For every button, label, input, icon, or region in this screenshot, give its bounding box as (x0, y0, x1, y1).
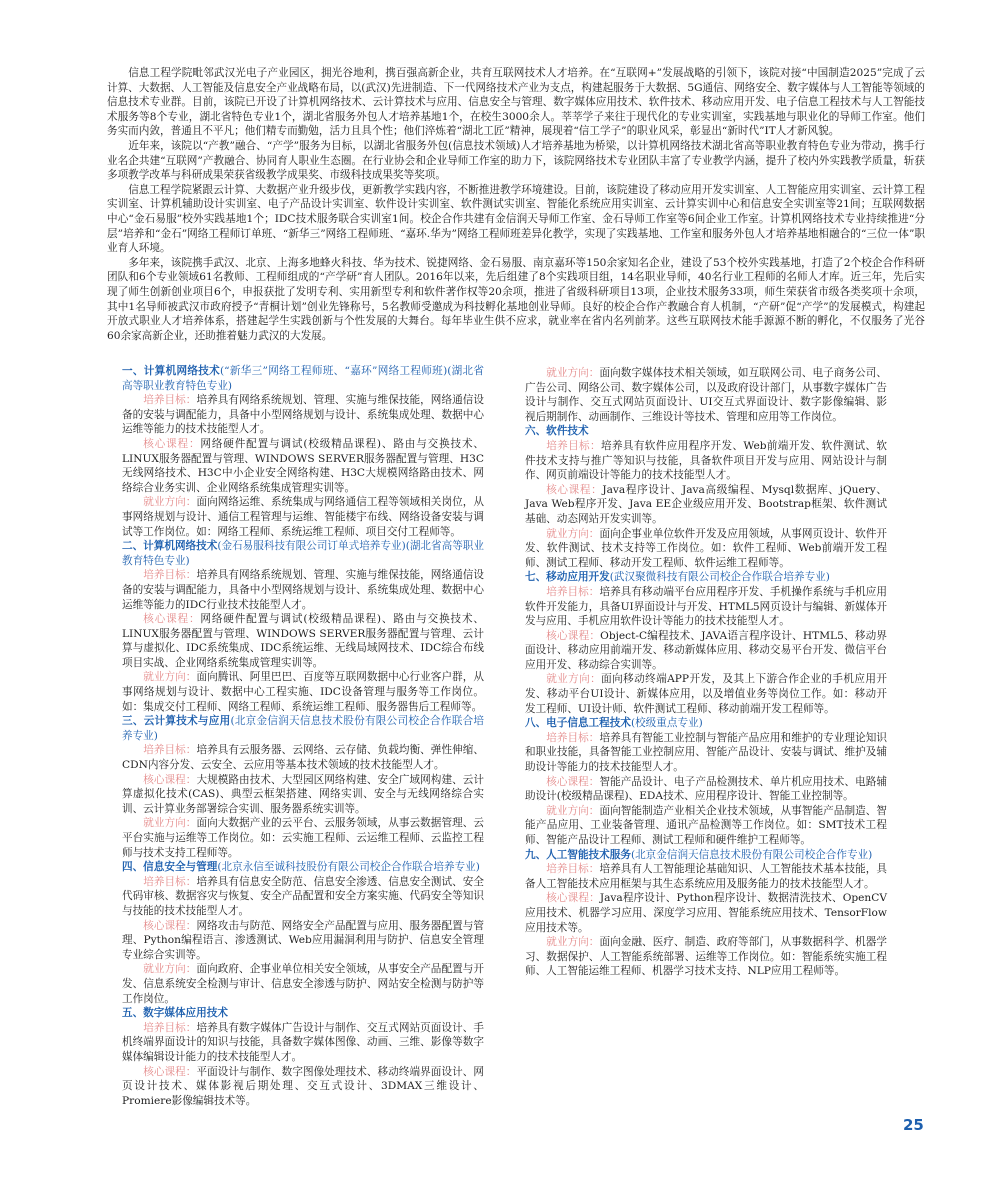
paragraph-text: 网络硬件配置与调试(校级精品课程)、路由与交换技术、LINUX服务器配置与管理、WINDOWS SERVER服务器配置与管理、云计算与虚拟化、IDC系统集成、IDC系统运维、无线局域网技术、IDC综合布线项目实战、企业网络系统集成管理实训等。 (122, 613, 485, 669)
section-paragraph (122, 437, 484, 495)
paragraph-text: 面向网络运维、系统集成与网络通信工程等领域相关岗位，从事网络规划与设计、通信工程管理与运维、智能楼宇布线、网络设备安装与调试等工作岗位。如：网络工程师、系统运维工程师、项目交付工程师等。 (122, 496, 485, 538)
section-heading (525, 424, 887, 439)
section-heading (122, 714, 484, 743)
paragraph-label: 就业方向： (546, 673, 602, 686)
paragraph-label: 核心课程： (546, 483, 603, 496)
paragraph-text: 面向智能制造产业相关企业技术领域，从事智能产品制造、智能产品应用、工业装备管理、通讯产品检测等工作岗位。如：SMT技术工程师、智能产品设计工程师、测试工程师和硬件维护工程师等。 (525, 804, 888, 846)
section-paragraph (525, 804, 887, 848)
paragraph-label: 培养目标： (143, 1021, 197, 1034)
section-note: (金石易服科技有限公司订单式培养专业)(湖北省高等职业教育特色专业) (122, 540, 484, 567)
paragraph-label: 培养目标： (143, 875, 197, 888)
paragraph-label: 核心课程： (546, 775, 600, 788)
paragraph-text: Object-C编程技术、JAVA语言程序设计、HTML5、移动界面设计、移动应用前端开发、移动新媒体应用、移动交易平台开发、微信平台应用开发、移动综合实训等。 (525, 629, 887, 671)
paragraph-text: 面向大数据产业的云平台、云服务领域，从事云数据管理、云平台实施与运维等工作岗位。如：云实施工程师、云运维工程师、云监控工程师与技术支持工程师等。 (122, 817, 485, 859)
paragraph-text: 面向腾讯、阿里巴巴、百度等互联网数据中心行业客户群，从事网络规划与设计、数据中心工程实施、IDC设备管理与服务等工作岗位。如：集成交付工程师、网络工程师、系统运维工程师、服务器售后工程师等。 (122, 671, 485, 713)
paragraph-text: 面向政府、企事业单位相关安全领域，从事安全产品配置与开发、信息系统安全检测与审计、信息安全渗透与防护、网站安全检测与防护等工作岗位。 (122, 963, 485, 1005)
paragraph-text: 培养具有数字媒体广告设计与制作、交互式网站页面设计、手机终端界面设计的知识与技能，具备数字媒体图像、动画、三维、影像等数字媒体编辑设计能力的技术技能型人才。 (122, 1021, 485, 1063)
paragraph-text: 面向金融、医疗、制造、政府等部门，从事数据科学、机器学习、数据保护、人工智能系统部署、运维等工作岗位。如：智能系统实施工程师、人工智能运维工程师、机器学习技术支持、NLP应用工程师等。 (525, 936, 888, 978)
section-paragraph (122, 1021, 484, 1065)
section-paragraph (122, 495, 484, 539)
section-title: 一、计算机网络技术 (122, 365, 221, 377)
section-title: 七、移动应用开发 (525, 571, 610, 584)
section-paragraph (122, 816, 484, 860)
section-paragraph (525, 775, 887, 804)
section-title: 八、电子信息工程技术 (525, 717, 631, 730)
section-heading (122, 860, 484, 875)
paragraph-label: 就业方向： (143, 817, 197, 830)
intro-text (107, 66, 925, 343)
paragraph-text: 智能产品设计、电子产品检测技术、单片机应用技术、电路辅助设计(校级精品课程)、EDA技术、应用程序设计、智能工业控制等。 (525, 775, 888, 803)
section-paragraph (122, 773, 484, 817)
section-title: 三、云计算技术与应用 (122, 715, 231, 728)
section-note: (北京金信润天信息技术股份有限公司校企合作专业) (630, 848, 873, 861)
paragraph-label: 就业方向： (546, 936, 600, 949)
section-note: (北京金信润天信息技术股份有限公司校企合作联合培养专业) (122, 715, 485, 742)
paragraph-label: 就业方向： (143, 496, 197, 509)
section-paragraph (525, 935, 887, 979)
paragraph-label: 培养目标： (546, 585, 600, 598)
right-column (525, 366, 887, 979)
paragraph-label: 核心课程： (546, 892, 600, 905)
paragraph-text: 培养具有移动端平台应用程序开发、手机操作系统与手机应用软件开发能力，具备UI界面设计与开发、HTML5网页设计与编辑、新媒体开发与应用、手机应用软件设计等能力的技术技能型人才。 (525, 585, 888, 628)
paragraph-label: 就业方向： (546, 804, 600, 817)
page-number: 25 (903, 1116, 924, 1134)
section-paragraph (525, 891, 887, 935)
section-paragraph (122, 743, 484, 772)
section-paragraph (525, 672, 887, 716)
section-heading (122, 1006, 484, 1021)
section-note: (“新华三”网络工程师班、“嘉环”网络工程师班)(湖北省高等职业教育特色专业) (122, 365, 485, 392)
paragraph-label: 核心课程： (143, 437, 201, 450)
section-paragraph (525, 483, 887, 527)
paragraph-label: 核心课程： (143, 1065, 197, 1078)
section-title: 九、人工智能技术服务 (525, 848, 631, 861)
section-paragraph (122, 919, 484, 963)
paragraph-label: 就业方向： (546, 527, 600, 540)
section-paragraph (122, 670, 484, 714)
section-heading (122, 364, 484, 393)
paragraph-label: 培养目标： (546, 439, 601, 452)
left-column (122, 364, 484, 1108)
paragraph-text: 面向数字媒体技术相关领域，如互联网公司、电子商务公司、广告公司、网络公司、数字媒体公司，以及政府设计部门，从事数字媒体广告设计与制作、交互式网站页面设计、UI交互式界面设计、数字影像编辑、影视后期制作、动画制作、三维设计等技术、管理和应用等工作岗位。 (525, 367, 888, 423)
section-paragraph (122, 612, 484, 670)
paragraph-text: 培养具有云服务器、云网络、云存储、负载均衡、弹性伸缩、CDN内容分发、云安全、云应用等基本技术领域的技术技能型人才。 (122, 744, 485, 772)
section-paragraph (525, 629, 887, 673)
intro-paragraph: 多年来，该院携手武汉、北京、上海多地蜂火科技、华为技术、锐捷网络、金石易服、南京嘉环等150余家知名企业，建设了53个校外实践基地，打造了2个校企合作科研团队和6个专业领域61名教师、工程师组成的“产学研”育人团队。2016年以来，先后组建了8个实践项目组，14名职业导师，40名行业工程师的名师人才库。近三年，先后实现了师生创新创业项目6个，申报获批了发明专利、实用新型专利和软件著作权等20余项，推进了省级科研项目13项，企业技术服务33项，师生荣获省市级各类奖项十余项，其中1名导师被武汉市政府授予“青桐计划”创业先锋称号，5名教师受邀成为科技孵化基地创业导师。良好的校企合作产教融合育人机制，“产研”促“产学”的发展模式，构建起开放式职业人才培养体系，搭建起学生实践创新与个性发展的大舞台。每年毕业生供不应求，就业率在省内名列前茅。这些互联网技术能手源源不断的孵化，不仅服务了光谷60余家高新企业，还助推着魅力武汉的大发展。 (107, 256, 925, 342)
section-paragraph (122, 393, 484, 437)
section-paragraph (525, 366, 887, 424)
paragraph-label: 核心课程： (143, 773, 197, 786)
section-paragraph (525, 862, 887, 891)
paragraph-text: 培养具有软件应用程序开发、Web前端开发、软件测试、软件技术支持与推广等知识与技能，具备软件项目开发与应用、网站设计与制作、网页前端设计等能力的技术技能型人才。 (525, 439, 888, 482)
section-paragraph (525, 439, 887, 483)
paragraph-label: 核心课程： (546, 629, 601, 642)
paragraph-label: 培养目标： (143, 744, 197, 757)
section-heading (525, 716, 887, 731)
paragraph-label: 核心课程： (143, 613, 201, 626)
paragraph-text: 培养具有网络系统规划、管理、实施与维保技能，网络通信设备的安装与调配能力，具备中小型网络规划与设计、系统集成处理、数据中心运维等能力的IDC行业技术技能型人才。 (122, 569, 485, 611)
paragraph-text: 面向移动终端APP开发，及其上下游合作企业的手机应用开发、移动平台UI设计、新媒体应用，以及增值业务等岗位工作。如：移动开发工程师、UI设计师、软件测试工程师、移动前端开发工程师等。 (525, 673, 887, 715)
section-paragraph (122, 875, 484, 919)
section-paragraph (122, 1065, 484, 1109)
section-paragraph (525, 527, 887, 571)
paragraph-text: 培养具有信息安全防范、信息安全渗透、信息安全测试、安全代码审核、数据容灾与恢复、安全产品配置和安全方案实施、代码安全等知识与技能的技术技能型人才。 (122, 875, 485, 917)
section-heading (525, 570, 887, 585)
section-note: (武汉聚微科技有限公司校企合作联合培养专业) (609, 571, 830, 584)
paragraph-text: 大规模路由技术、大型园区网络构建、安全广域网构建、云计算虚拟化技术(CAS)、典型云框架搭建、网络实训、安全与无线网络综合实训、云计算业务部署综合实训、服务器系统实训等。 (122, 773, 485, 815)
section-title: 四、信息安全与管理 (122, 861, 218, 874)
paragraph-label: 培养目标： (143, 569, 197, 582)
section-title: 二、计算机网络技术 (122, 540, 218, 553)
paragraph-text: 面向企事业单位软件开发及应用领域，从事网页设计、软件开发、软件测试、技术支持等工作岗位。如：软件工程师、Web前端开发工程师、测试工程师、移动开发工程师、软件运维工程师等。 (525, 527, 888, 569)
paragraph-text: 培养具有智能工业控制与智能产品应用和维护的专业理论知识和职业技能，具备智能工业控制应用、智能产品设计、安装与调试、维护及辅助设计等能力的技术技能型人才。 (525, 731, 888, 774)
section-paragraph (122, 962, 484, 1006)
paragraph-label: 培养目标： (546, 863, 600, 876)
paragraph-label: 培养目标： (143, 394, 197, 407)
intro-paragraph: 近年来，该院以“产教”融合、“产学”服务为目标，以湖北省服务外包(信息技术领域)人才培养基地为桥梁，以计算机网络技术湖北省高等职业教育特色专业为带动，携手行业名企共建“互联网”产教融合、协同育人职业生态圈。在行业协会和企业导师工作室的助力下，该院网络技术专业团队丰富了专业教学内涵，提升了校内外实践教学质量，斩获多项教学改革与科研成果荣获省级教学成果奖、市级科技成果奖等奖项。 (107, 139, 925, 182)
paragraph-text: Java程序设计、Python程序设计、数据清洗技术、OpenCV应用技术、机器学习应用、深度学习应用、智能系统应用技术、TensorFlow应用技术等。 (525, 892, 888, 934)
paragraph-label: 培养目标： (546, 731, 600, 744)
paragraph-text: 平面设计与制作、数字图像处理技术、移动终端界面设计、网页设计技术、媒体影视后期处理、交互式设计、3DMAX三维设计、Promiere影像编辑技术等。 (122, 1065, 485, 1107)
paragraph-text: 网络攻击与防范、网络安全产品配置与应用、服务器配置与管理、Python编程语言、渗透测试、Web应用漏洞利用与防护、信息安全管理专业综合实训等。 (122, 919, 485, 961)
paragraph-text: 培养具有人工智能理论基础知识、人工智能技术基本技能，具备人工智能技术应用框架与其生态系统应用及服务能力的技术技能型人才。 (525, 863, 888, 890)
section-paragraph (122, 568, 484, 612)
paragraph-label: 就业方向： (143, 671, 197, 684)
section-title: 六、软件技术 (525, 425, 589, 438)
intro-paragraph: 信息工程学院毗邻武汉光电子产业园区，拥光谷地利，携百强高新企业，共育互联网技术人才培养。在“互联网+”发展战略的引领下，该院对接“中国制造2025”完成了云计算、大数据、人工智能及信息安全产业战略布局，以(武汉)先进制造、下一代网络技术产业为支点，构建起服务于大数据、5G通信、网络安全、数字媒体与人工智能等领域的信息技术专业群。目前，该院已开设了计算机网络技术、云计算技术与应用、信息安全与管理、数字媒体应用技术、软件技术、移动应用开发、电子信息工程技术与人工智能技术服务等8个专业，湖北省特色专业1个，湖北省服务外包人才培养基地1个，在校生3000余人。莘莘学子来往于现代化的专业实训室，实践基地与职业化的导师工作室。他们务实而内敛，普通且不平凡；他们精专而勤勉，活力且具个性；他们淬炼着“湖北工匠”精神，展现着“信工学子”的职业风采，彰显出“新时代”IT人才新风貌。 (107, 67, 925, 138)
section-note: (校级重点专业) (630, 717, 703, 730)
section-title: 五、数字媒体应用技术 (122, 1007, 228, 1020)
paragraph-label: 就业方向： (546, 367, 600, 379)
paragraph-label: 核心课程： (143, 919, 197, 932)
section-heading (122, 539, 484, 568)
section-heading (525, 848, 887, 863)
paragraph-text: 网络硬件配置与调试(校级精品课程)、路由与交换技术、LINUX服务器配置与管理、WINDOWS SERVER服务器配置与管理、H3C无线网络技术、H3C中小企业安全网络构建、H3C大规模网络路由技术、网络综合业务实训、企业网络系统集成管理实训等。 (122, 437, 485, 494)
paragraph-label: 就业方向： (143, 963, 197, 976)
section-paragraph (525, 731, 887, 775)
intro-paragraph: 信息工程学院紧跟云计算、大数据产业升级步伐，更新教学实践内容，不断推进教学环境建设。目前，该院建设了移动应用开发实训室、人工智能应用实训室、云计算工程实训室、计算机辅助设计实训室、电子产品设计实训室、软件设计实训室、软件测试实训室、智能化系统应用实训室、云计算实训中心和信息安全实训室等21间；互联网数据中心“金石易服”校外实践基地1个；IDC技术服务联合实训室1间。校企合作共建有金信润天导师工作室、金石导师工作室等6间企业工作室。计算机网络技术专业持续推进“分层”培养和“金石”网络工程师订单班、“新华三”网络工程师班、“嘉环.华为”网络工程师班差异化教学，实现了实践基地、工作室和服务外包人才培养基地相融合的“三位一体”职业育人环境。 (107, 183, 925, 255)
section-note: (北京永信至诚科技股份有限公司校企合作联合培养专业) (217, 861, 480, 874)
paragraph-text: Java程序设计、Java高级编程、Mysql数据库、jQuery、Java Web程序开发、Java EE企业级应用开发、Bootstrap框架、软件测试基础、动态网站开发实训等。 (525, 483, 887, 525)
section-paragraph (525, 585, 887, 629)
paragraph-text: 培养具有网络系统规划、管理、实施与维保技能，网络通信设备的安装与调配能力，具备中小型网络规划与设计、系统集成处理、数据中心运维等能力的技术技能型人才。 (122, 394, 485, 436)
